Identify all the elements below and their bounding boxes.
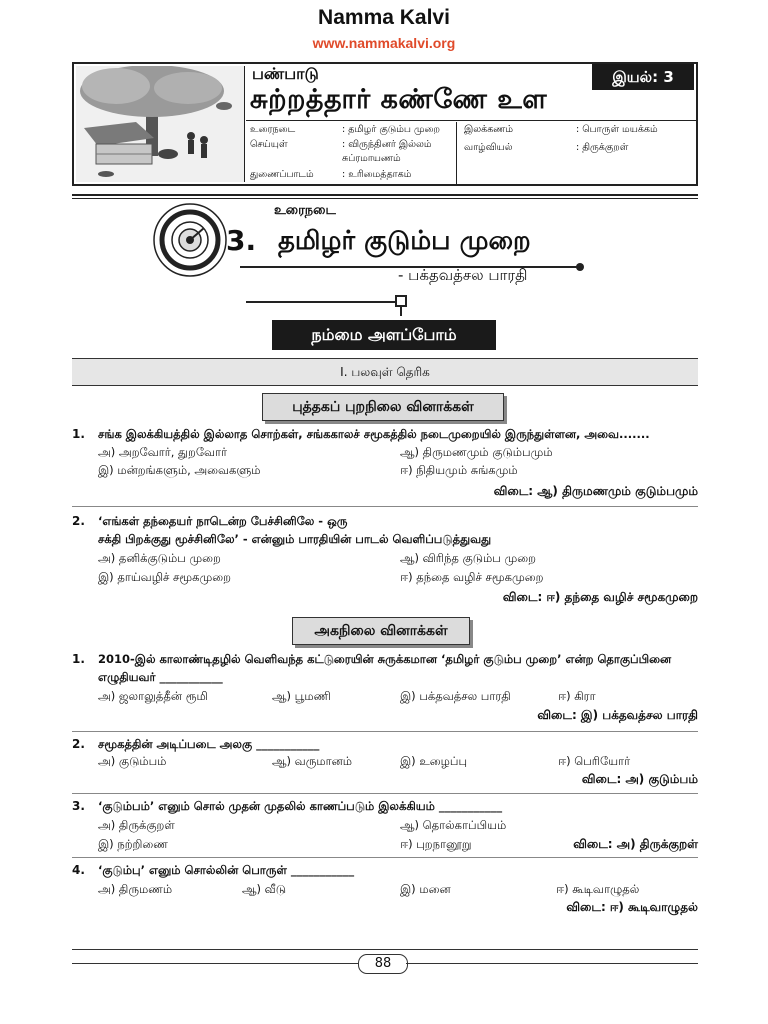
question-text: ‘குடும்பு’ எனும் சொல்லின் பொருள் ___________ — [98, 863, 355, 877]
question-text: ‘எங்கள் தந்தையர் நாடென்ற பேச்சினிலே - ஒரு — [98, 514, 348, 528]
meta-value: : தமிழர் குடும்ப முறை — [342, 124, 440, 135]
option: இ) மன்றங்களும், அவைகளும் — [98, 463, 261, 477]
meta-label: செய்யுள் — [250, 139, 288, 150]
chapter-genre: உரைநடை — [274, 203, 336, 218]
answer: விடை: ஈ) கூடிவாழுதல் — [566, 900, 698, 914]
header-rule — [72, 194, 698, 196]
chapter-author: - பக்தவத்சல பாரதி — [398, 266, 528, 284]
question-number: 1. — [72, 427, 85, 441]
option: இ) மனை — [400, 882, 451, 896]
title-underline-dot — [576, 263, 584, 271]
question-text: 2010-இல் காலாண்டிதழில் வெளிவந்த கட்டுரையின் சுருக்கமான ‘தமிழர் குடும்ப முறை’ என்ற தொகுப்பினை — [98, 652, 672, 666]
option: அ) தனிக்குடும்ப முறை — [98, 551, 221, 565]
option: இ) தாய்வழிச் சமூகமுறை — [98, 570, 231, 584]
answer: விடை: ஈ) தந்தை வழிச் சமூகமுறை — [502, 590, 698, 604]
option: ஆ) திருமணமும் குடும்பமும் — [400, 445, 553, 459]
question-number: 2. — [72, 737, 85, 751]
option: ஆ) விரிந்த குடும்ப முறை — [400, 551, 536, 565]
footer-line — [406, 963, 698, 964]
question-number: 1. — [72, 652, 85, 666]
option: இ) நற்றிணை — [98, 837, 168, 851]
question-text: சங்க இலக்கியத்தில் இல்லாத சொற்கள், சங்ககாலச் சமூகத்தில் நடைமுறையில் இருந்துள்ளன, அவை....... — [98, 427, 650, 441]
question-number: 3. — [72, 799, 85, 813]
site-title: Namma Kalvi — [318, 6, 450, 29]
answer: விடை: ஆ) திருமணமும் குடும்பமும் — [493, 484, 698, 498]
meta-value: : உரிமைத்தாகம் — [342, 169, 412, 180]
header-divider — [246, 120, 696, 121]
meta-label: இலக்கணம் — [464, 124, 514, 135]
page-number: 88 — [358, 954, 408, 974]
option: ஈ) கூடிவாழுதல் — [556, 882, 640, 896]
site-url[interactable]: www.nammakalvi.org — [312, 35, 456, 51]
option: ஈ) புறநானூறு — [400, 837, 472, 851]
option: இ) உழைப்பு — [400, 754, 468, 768]
question-divider — [72, 731, 698, 732]
footer-line — [72, 963, 358, 964]
chapter-title: தமிழர் குடும்ப முறை — [278, 226, 531, 256]
unit-theme-label: பண்பாடு — [252, 64, 319, 83]
question-text: எழுதியவர் ___________ — [98, 670, 223, 684]
question-divider — [72, 506, 698, 507]
chapter-number: 3. — [226, 224, 257, 257]
question-text: சமூகத்தின் அடிப்படை அலகு ___________ — [98, 737, 320, 751]
option: அ) அறவோர், துறவோர் — [98, 445, 228, 459]
option: ஈ) தந்தை வழிச் சமூகமுறை — [400, 570, 544, 584]
meta-label: உரைநடை — [250, 124, 296, 135]
answer: விடை: அ) குடும்பம் — [581, 772, 698, 786]
subsection-title: புத்தகப் புறநிலை வினாக்கள் — [262, 393, 504, 421]
answer: விடை: அ) திருக்குறள் — [573, 837, 698, 851]
option: ஆ) தொல்காப்பியம் — [400, 818, 507, 832]
meta-value: : விருந்தினர் இல்லம் — [342, 139, 432, 150]
option: ஈ) பெரியோர் — [558, 754, 631, 768]
village-illustration — [76, 66, 245, 182]
answer: விடை: இ) பக்தவத்சல பாரதி — [537, 708, 698, 722]
option: ஈ) நிதியமும் சுங்கமும் — [400, 463, 518, 477]
meta-value: : பொருள் மயக்கம் — [576, 124, 658, 135]
section-banner: நம்மை அளப்போம் — [272, 320, 496, 350]
option: ஈ) கிரா — [558, 689, 596, 703]
footer-rule — [72, 949, 698, 950]
option: ஆ) பூமணி — [272, 689, 331, 703]
question-divider — [72, 793, 698, 794]
header-rule — [72, 198, 698, 199]
header-column-divider — [456, 122, 457, 184]
meta-value: : திருக்குறள் — [576, 142, 629, 153]
question-number: 2. — [72, 514, 85, 528]
meta-label: துணைப்பாடம் — [250, 169, 314, 180]
option: இ) பக்தவத்சல பாரதி — [400, 689, 511, 703]
subsection-title: அகநிலை வினாக்கள் — [292, 617, 470, 645]
option: ஆ) வருமானம் — [272, 754, 353, 768]
question-number: 4. — [72, 863, 85, 877]
option: அ) ஜலாலுத்தீன் ரூமி — [98, 689, 208, 703]
question-divider — [72, 857, 698, 858]
option: அ) திருக்குறள் — [98, 818, 175, 832]
question-text: ‘குடும்பம்’ எனும் சொல் முதன் முதலில் காணப்படும் இலக்கியம் ___________ — [98, 799, 503, 813]
section-heading: I. பலவுள் தெரிக — [72, 359, 698, 386]
unit-number-badge: இயல்: 3 — [592, 64, 694, 90]
option: ஆ) வீடு — [242, 882, 286, 896]
question-text: சக்தி பிறக்குது மூச்சினிலே’ - என்னும் பாரதியின் பாடல் வெளிப்படுத்துவது — [98, 532, 492, 546]
unit-title: சுற்றத்தார் கண்ணே உள — [250, 84, 548, 115]
meta-value: சுப்ரமாயணம் — [342, 153, 401, 164]
option: அ) குடும்பம் — [98, 754, 167, 768]
meta-label: வாழ்வியல் — [464, 142, 513, 153]
option: அ) திருமணம் — [98, 882, 173, 896]
